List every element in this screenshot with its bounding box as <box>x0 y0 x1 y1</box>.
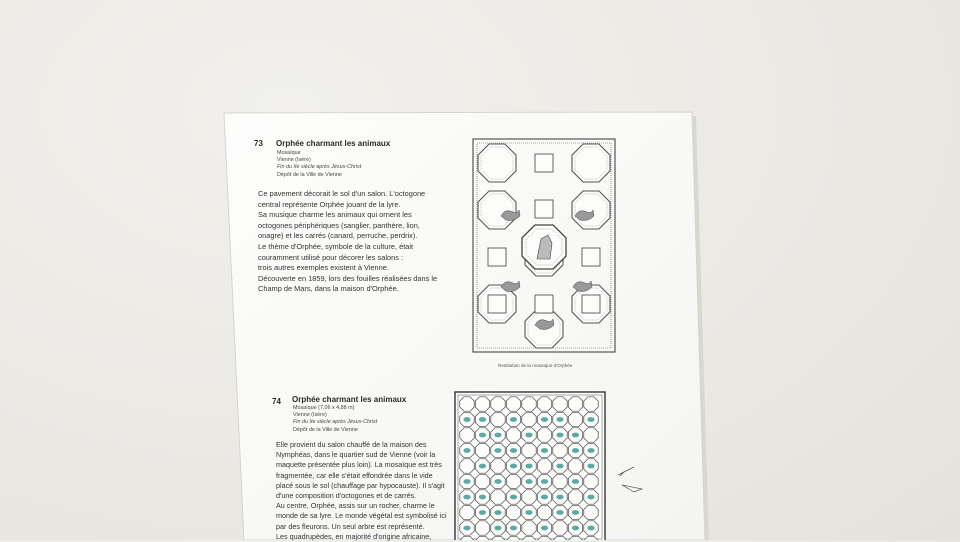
meta-line: Dépôt de la Ville de Vienne <box>277 171 342 178</box>
entry-number: 74 <box>272 397 281 406</box>
octagon-tile <box>553 474 567 488</box>
animal-motif <box>541 448 548 453</box>
text-line: Champ de Mars, dans la maison d'Orphée. <box>258 284 399 294</box>
animal-motif <box>572 526 579 531</box>
animal-motif <box>556 495 563 500</box>
north-arrow-sketch <box>618 467 634 476</box>
octagon-tile <box>553 521 567 535</box>
text-line: Nymphéas, dans le quartier sud de Vienne (voir la <box>276 450 436 460</box>
octagon-tile <box>506 428 520 442</box>
meta-line: Vienne (Isère) <box>277 157 311 164</box>
entry-title: Orphée charmant les animaux <box>276 139 391 148</box>
octagon-tile <box>553 443 567 457</box>
octagon-tile <box>522 443 536 457</box>
animal-motif <box>541 495 548 500</box>
octagon-tile <box>475 474 489 488</box>
octagon-tile <box>537 428 551 442</box>
image-caption: Restitution de la mosaïque d'Orphée <box>498 363 573 368</box>
octagon-tile <box>584 397 598 411</box>
meta-line: Fin du IIe siècle après Jésus-Christ <box>277 164 362 171</box>
meta-line: Mosaïque (7,06 x 4,88 m) <box>293 405 355 411</box>
text-line: Elle provient du salon chauffé de la maison des <box>276 440 427 449</box>
animal-motif <box>572 510 579 515</box>
octagon-tile <box>475 397 489 411</box>
text-line: Sa musique charme les animaux qui ornent les <box>258 210 412 220</box>
octagon-tile <box>460 397 474 411</box>
octagon-tile <box>460 459 474 473</box>
octagon-tile <box>491 490 505 504</box>
animal-motif <box>494 479 501 484</box>
octagon-tile <box>506 397 520 411</box>
text-line: d'une composition d'octogones et de carrés. <box>276 491 417 501</box>
animal-motif <box>479 433 486 438</box>
animal-motif <box>510 464 517 469</box>
octagon-tile <box>537 459 551 473</box>
animal-motif <box>479 464 486 469</box>
octagon-tile <box>568 397 582 411</box>
animal-motif <box>510 495 517 500</box>
entry-number: 73 <box>254 139 263 148</box>
octagon-tile <box>584 428 598 442</box>
octagon-tile <box>491 397 505 411</box>
octagon-tile <box>568 490 582 504</box>
text-line: par des fleurons. Un seul arbre est représenté. <box>276 521 425 531</box>
text-line: Les quadrupèdes, en majorité d'origine africaine, <box>276 531 432 541</box>
meta-line: Mosaïque <box>277 150 301 156</box>
animal-motif <box>510 448 517 453</box>
animal-motif <box>541 479 548 484</box>
animal-motif <box>463 495 470 500</box>
animal-motif <box>587 417 594 422</box>
animal-motif <box>587 526 594 531</box>
text-line: onagre) et les carrés (canard, perruche, perdrix). <box>258 231 418 241</box>
text-line: Au centre, Orphée, assis sur un rocher, charme le <box>276 501 435 511</box>
text-line: couramment utilisé pour décorer les salons : <box>258 252 404 262</box>
animal-motif <box>463 479 470 484</box>
animal-motif <box>541 417 548 422</box>
octagon-tile <box>475 443 489 457</box>
text-line: Ce pavement décorait le sol d'un salon. L'octogone <box>258 189 426 198</box>
octagon-tile <box>475 521 489 535</box>
animal-motif <box>510 526 517 531</box>
animal-motif <box>494 526 501 531</box>
animal-motif <box>494 448 501 453</box>
animal-motif <box>572 479 579 484</box>
animal-motif <box>572 448 579 453</box>
octagon-tile <box>522 490 536 504</box>
animal-motif <box>479 510 486 515</box>
octagon-tile <box>584 505 598 519</box>
octagon-tile <box>506 505 520 519</box>
animal-motif <box>463 417 470 422</box>
animal-motif <box>556 433 563 438</box>
animal-motif <box>463 526 470 531</box>
text-line: Le thème d'Orphée, symbole de la culture, était <box>258 241 414 251</box>
octagon-tile <box>506 474 520 488</box>
animal-motif <box>556 417 563 422</box>
octagon-tile <box>537 505 551 519</box>
animal-motif <box>479 417 486 422</box>
octagon-tile <box>584 474 598 488</box>
octagon-tile <box>568 412 582 426</box>
meta-line: Vienne (Isère) <box>293 412 327 419</box>
animal-motif <box>463 448 470 453</box>
text-line: Découverte en 1859, lors des fouilles réalisées dans le <box>258 273 438 283</box>
animal-motif <box>556 510 563 515</box>
octagon-tile <box>491 412 505 426</box>
text-line: maquette présentée plus loin). La mosaïque est très <box>276 460 442 470</box>
octagon-tile <box>568 459 582 473</box>
octagon-tile <box>522 397 536 411</box>
text-line: monde de sa lyre. Le monde végétal est symbolisé ici <box>276 511 447 521</box>
animal-motif <box>556 464 563 469</box>
animal-motif <box>525 464 532 469</box>
octagon-tile <box>522 412 536 426</box>
animal-motif <box>587 495 594 500</box>
animal-motif <box>587 448 594 453</box>
text-line: fragmentée, car elle s'était effondrée dans le vide <box>276 470 433 480</box>
animal-motif <box>479 495 486 500</box>
animal-motif <box>525 433 532 438</box>
entry-title: Orphée charmant les animaux <box>292 395 407 404</box>
text-line: octogones périphériques (sanglier, panthère, lion, <box>258 220 420 230</box>
octagon-tile <box>491 459 505 473</box>
animal-motif <box>525 510 532 515</box>
octagon-tile <box>460 428 474 442</box>
octagon-tile <box>460 505 474 519</box>
animal-motif <box>572 433 579 438</box>
text-line: central représente Orphée jouant de la lyre. <box>258 199 401 209</box>
animal-motif <box>494 510 501 515</box>
animal-motif <box>587 464 594 469</box>
meta-line: Dépôt de la Ville de Vienne <box>293 426 358 433</box>
text-line: trois autres exemples existent à Vienne. <box>258 263 389 273</box>
octagon-tile <box>553 397 567 411</box>
animal-motif <box>510 417 517 422</box>
text-line: placé sous le sol (chauffage par hypocauste). Il s'agit <box>276 480 445 490</box>
animal-motif <box>525 479 532 484</box>
octagon-tile <box>522 521 536 535</box>
plan-sketch <box>622 485 642 492</box>
meta-line: Fin du IIe siècle après Jésus-Christ <box>293 419 378 426</box>
octagon-tile <box>537 397 551 411</box>
animal-motif <box>541 526 548 531</box>
animal-motif <box>494 433 501 438</box>
